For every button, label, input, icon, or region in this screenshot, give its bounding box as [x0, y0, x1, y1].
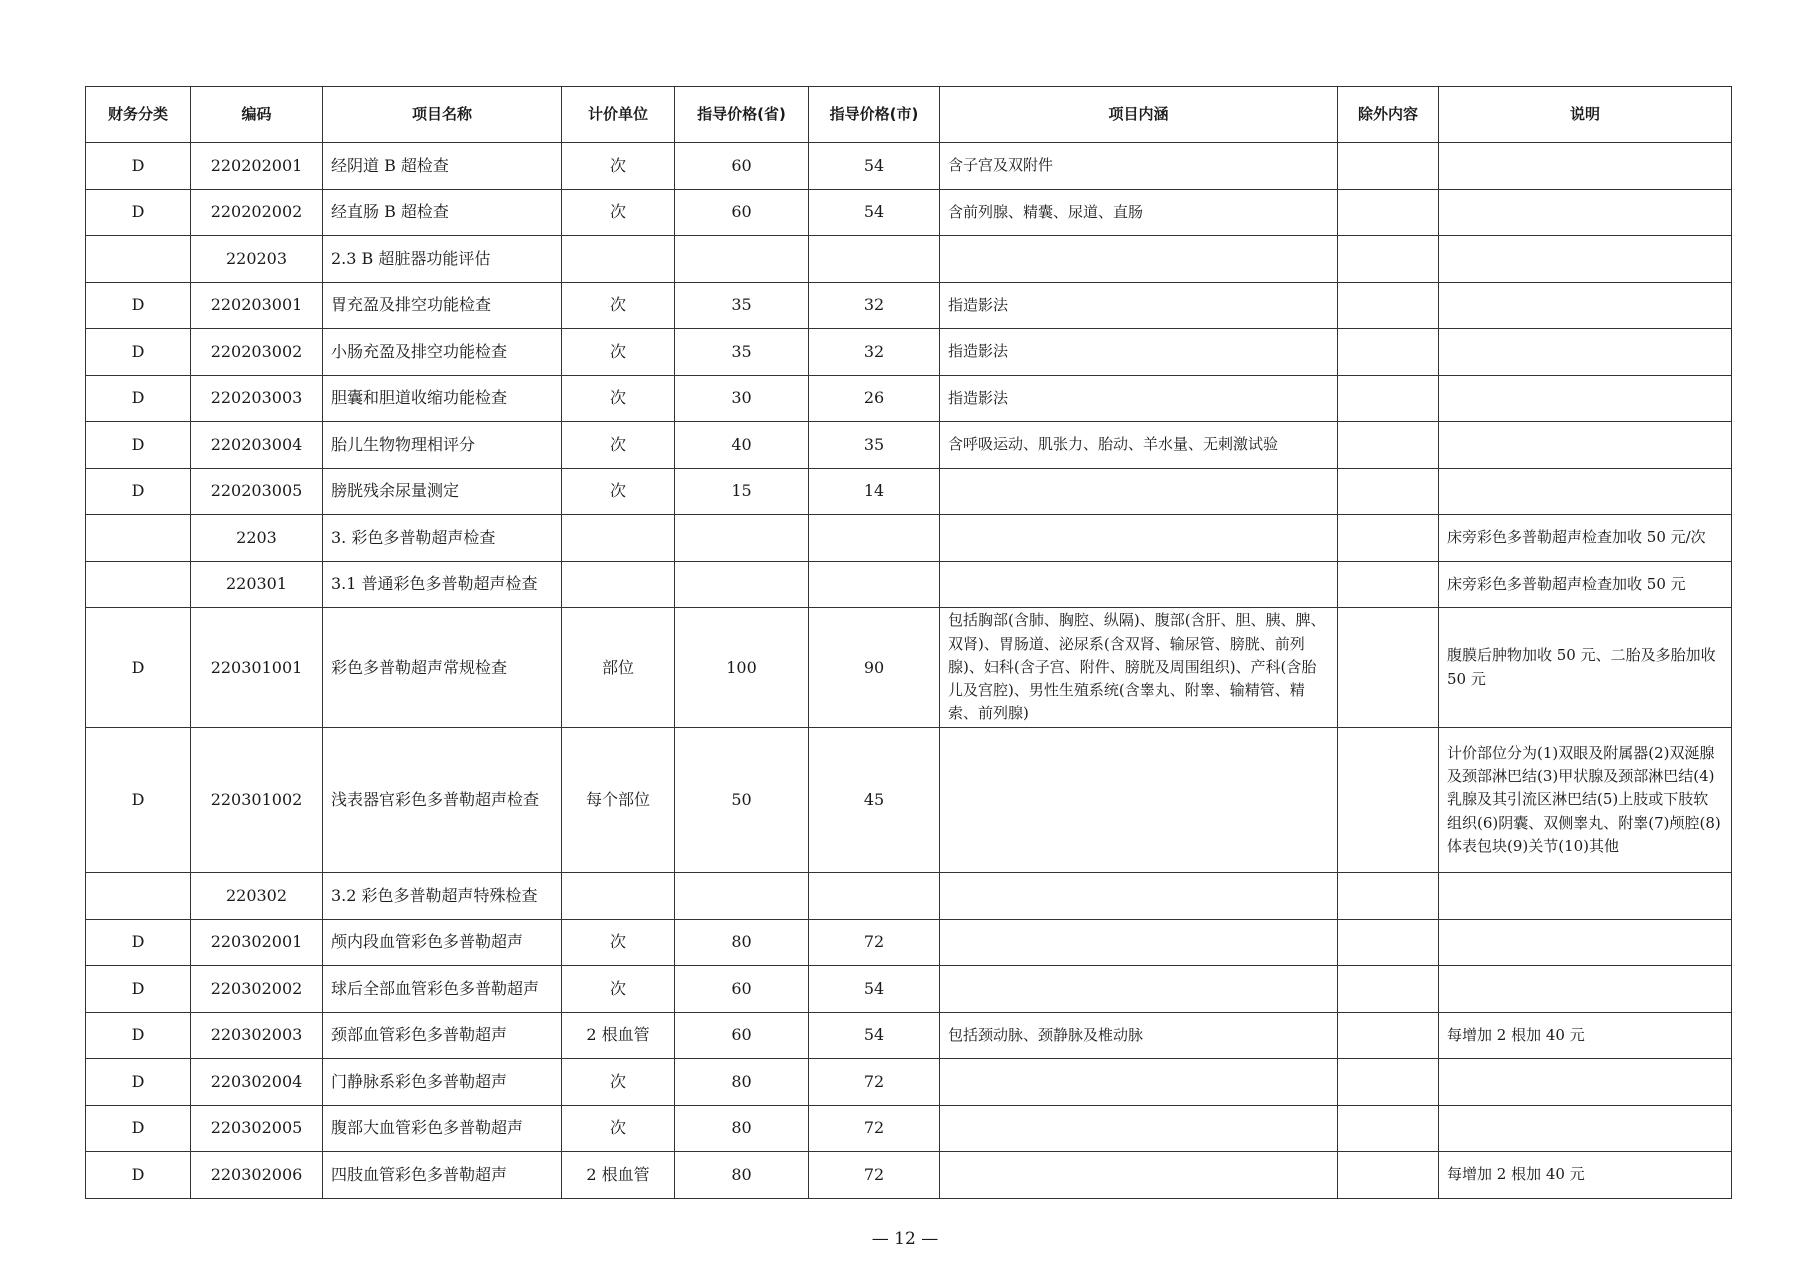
cell-content: [940, 561, 1338, 608]
cell-price-city: 90: [809, 608, 940, 728]
cell-price-province: [675, 515, 809, 562]
cell-price-city: 35: [809, 422, 940, 469]
cell-excluded: [1338, 468, 1439, 515]
cell-unit: [562, 561, 675, 608]
header-price-city: 指导价格(市): [809, 87, 940, 143]
cell-item-name: 胎儿生物物理相评分: [323, 422, 562, 469]
cell-content: [940, 873, 1338, 920]
cell-content: [940, 468, 1338, 515]
cell-note: [1439, 189, 1732, 236]
cell-code: 220203002: [191, 329, 323, 376]
cell-note: [1439, 1105, 1732, 1152]
header-note: 说明: [1439, 87, 1732, 143]
cell-excluded: [1338, 561, 1439, 608]
table-row: [86, 966, 1732, 1013]
cell-code: 220203004: [191, 422, 323, 469]
cell-item-name: 浅表器官彩色多普勒超声检查: [323, 728, 562, 873]
page-number: — 12 —: [871, 1229, 939, 1249]
header-item-name: 项目名称: [323, 87, 562, 143]
cell-price-city: 54: [809, 189, 940, 236]
cell-price-province: 80: [675, 1152, 809, 1199]
cell-category: D: [86, 1012, 191, 1059]
cell-category: [86, 515, 191, 562]
cell-item-name: 颅内段血管彩色多普勒超声: [323, 919, 562, 966]
cell-content: [940, 1059, 1338, 1106]
cell-price-province: 60: [675, 189, 809, 236]
cell-excluded: [1338, 515, 1439, 562]
cell-note: [1439, 282, 1732, 329]
cell-excluded: [1338, 236, 1439, 283]
cell-note: [1439, 143, 1732, 190]
cell-excluded: [1338, 329, 1439, 376]
cell-content: 指造影法: [940, 282, 1338, 329]
cell-price-province: 50: [675, 728, 809, 873]
cell-item-name: 经阴道 B 超检查: [323, 143, 562, 190]
table-row: [86, 236, 1732, 283]
cell-price-province: 80: [675, 1105, 809, 1152]
cell-category: D: [86, 966, 191, 1013]
cell-category: [86, 236, 191, 283]
cell-price-city: 72: [809, 1152, 940, 1199]
cell-unit: 2 根血管: [562, 1012, 675, 1059]
table-row: [86, 561, 1732, 608]
cell-item-name: 门静脉系彩色多普勒超声: [323, 1059, 562, 1106]
cell-category: [86, 561, 191, 608]
cell-unit: 次: [562, 422, 675, 469]
cell-content: [940, 728, 1338, 873]
cell-note: 计价部位分为(1)双眼及附属器(2)双涎腺及颈部淋巴结(3)甲状腺及颈部淋巴结(4)乳腺及其引流区淋巴结(5)上肢或下肢软组织(6)阴囊、双侧睾丸、附睾(7)颅腔(8)体表包块(9)关节(10)其他: [1439, 728, 1732, 873]
cell-note: [1439, 375, 1732, 422]
cell-price-city: [809, 561, 940, 608]
cell-excluded: [1338, 189, 1439, 236]
cell-content: [940, 1105, 1338, 1152]
table-row: [86, 728, 1732, 873]
cell-item-name: 彩色多普勒超声常规检查: [323, 608, 562, 728]
cell-category: D: [86, 1152, 191, 1199]
cell-content: 指造影法: [940, 329, 1338, 376]
cell-unit: 次: [562, 282, 675, 329]
cell-note: 每增加 2 根加 40 元: [1439, 1152, 1732, 1199]
cell-excluded: [1338, 919, 1439, 966]
cell-content: 包括颈动脉、颈静脉及椎动脉: [940, 1012, 1338, 1059]
cell-excluded: [1338, 282, 1439, 329]
table-row: [86, 468, 1732, 515]
table-row: [86, 1105, 1732, 1152]
cell-excluded: [1338, 728, 1439, 873]
cell-category: D: [86, 468, 191, 515]
cell-note: [1439, 966, 1732, 1013]
table-row: [86, 608, 1732, 728]
cell-content: 指造影法: [940, 375, 1338, 422]
cell-content: 含呼吸运动、肌张力、胎动、羊水量、无刺激试验: [940, 422, 1338, 469]
cell-note: [1439, 329, 1732, 376]
cell-note: [1439, 468, 1732, 515]
cell-item-name: 3.1 普通彩色多普勒超声检查: [323, 561, 562, 608]
cell-price-province: 60: [675, 143, 809, 190]
cell-price-city: 32: [809, 282, 940, 329]
cell-category: D: [86, 919, 191, 966]
cell-price-province: 80: [675, 919, 809, 966]
cell-item-name: 颈部血管彩色多普勒超声: [323, 1012, 562, 1059]
cell-code: 220202002: [191, 189, 323, 236]
cell-excluded: [1338, 375, 1439, 422]
table-row: [86, 515, 1732, 562]
cell-category: D: [86, 143, 191, 190]
cell-unit: 部位: [562, 608, 675, 728]
cell-excluded: [1338, 422, 1439, 469]
header-unit: 计价单位: [562, 87, 675, 143]
cell-item-name: 2.3 B 超脏器功能评估: [323, 236, 562, 283]
cell-category: D: [86, 728, 191, 873]
cell-code: 220202001: [191, 143, 323, 190]
table-body: [86, 143, 1732, 1199]
cell-code: 220302001: [191, 919, 323, 966]
cell-price-province: 40: [675, 422, 809, 469]
cell-unit: 次: [562, 468, 675, 515]
cell-code: 220203: [191, 236, 323, 283]
cell-note: [1439, 919, 1732, 966]
cell-item-name: 四肢血管彩色多普勒超声: [323, 1152, 562, 1199]
table-row: [86, 1012, 1732, 1059]
header-content: 项目内涵: [940, 87, 1338, 143]
cell-excluded: [1338, 966, 1439, 1013]
cell-price-province: 100: [675, 608, 809, 728]
table-row: [86, 375, 1732, 422]
cell-note: 每增加 2 根加 40 元: [1439, 1012, 1732, 1059]
cell-excluded: [1338, 1012, 1439, 1059]
header-code: 编码: [191, 87, 323, 143]
cell-item-name: 小肠充盈及排空功能检查: [323, 329, 562, 376]
header-excluded: 除外内容: [1338, 87, 1439, 143]
cell-price-city: 54: [809, 143, 940, 190]
cell-item-name: 3. 彩色多普勒超声检查: [323, 515, 562, 562]
cell-unit: 次: [562, 1059, 675, 1106]
cell-category: D: [86, 1059, 191, 1106]
cell-note: [1439, 1059, 1732, 1106]
cell-note: 床旁彩色多普勒超声检查加收 50 元/次: [1439, 515, 1732, 562]
cell-note: 床旁彩色多普勒超声检查加收 50 元: [1439, 561, 1732, 608]
table-row: [86, 189, 1732, 236]
cell-price-city: 72: [809, 1105, 940, 1152]
cell-price-province: 35: [675, 282, 809, 329]
cell-excluded: [1338, 1105, 1439, 1152]
cell-price-province: 35: [675, 329, 809, 376]
cell-unit: 次: [562, 329, 675, 376]
cell-unit: [562, 873, 675, 920]
cell-excluded: [1338, 1059, 1439, 1106]
cell-content: [940, 515, 1338, 562]
cell-unit: [562, 515, 675, 562]
cell-code: 220203005: [191, 468, 323, 515]
cell-category: D: [86, 282, 191, 329]
cell-category: D: [86, 1105, 191, 1152]
cell-code: 220302004: [191, 1059, 323, 1106]
cell-code: 220203001: [191, 282, 323, 329]
cell-unit: 次: [562, 143, 675, 190]
cell-unit: 次: [562, 919, 675, 966]
cell-content: [940, 1152, 1338, 1199]
cell-excluded: [1338, 873, 1439, 920]
cell-code: 220302002: [191, 966, 323, 1013]
cell-price-province: [675, 561, 809, 608]
table-row: [86, 143, 1732, 190]
cell-price-city: 72: [809, 919, 940, 966]
cell-unit: 次: [562, 375, 675, 422]
cell-item-name: 胆囊和胆道收缩功能检查: [323, 375, 562, 422]
cell-code: 220302003: [191, 1012, 323, 1059]
cell-excluded: [1338, 143, 1439, 190]
cell-price-province: 30: [675, 375, 809, 422]
table-row: [86, 919, 1732, 966]
cell-price-city: 45: [809, 728, 940, 873]
cell-unit: 次: [562, 1105, 675, 1152]
cell-price-city: 72: [809, 1059, 940, 1106]
cell-item-name: 3.2 彩色多普勒超声特殊检查: [323, 873, 562, 920]
table-row: [86, 1059, 1732, 1106]
header-category: 财务分类: [86, 87, 191, 143]
cell-price-city: [809, 515, 940, 562]
cell-price-province: 60: [675, 1012, 809, 1059]
cell-code: 2203: [191, 515, 323, 562]
cell-price-city: 54: [809, 1012, 940, 1059]
cell-content: [940, 966, 1338, 1013]
cell-price-province: 60: [675, 966, 809, 1013]
table-row: [86, 282, 1732, 329]
cell-content: 含前列腺、精囊、尿道、直肠: [940, 189, 1338, 236]
table-row: [86, 873, 1732, 920]
cell-note: 腹膜后肿物加收 50 元、二胎及多胎加收 50 元: [1439, 608, 1732, 728]
cell-price-city: [809, 236, 940, 283]
cell-unit: 次: [562, 966, 675, 1013]
cell-code: 220301002: [191, 728, 323, 873]
cell-price-province: [675, 236, 809, 283]
cell-note: [1439, 873, 1732, 920]
cell-content: 含子宫及双附件: [940, 143, 1338, 190]
cell-item-name: 胃充盈及排空功能检查: [323, 282, 562, 329]
cell-code: 220302005: [191, 1105, 323, 1152]
cell-category: D: [86, 375, 191, 422]
table-row: [86, 1152, 1732, 1199]
cell-code: 220302: [191, 873, 323, 920]
price-table: [85, 86, 1732, 1199]
cell-item-name: 球后全部血管彩色多普勒超声: [323, 966, 562, 1013]
cell-unit: [562, 236, 675, 283]
cell-note: [1439, 236, 1732, 283]
cell-content: 包括胸部(含肺、胸腔、纵隔)、腹部(含肝、胆、胰、脾、双肾)、胃肠道、泌尿系(含双肾、输尿管、膀胱、前列腺)、妇科(含子宫、附件、膀胱及周围组织)、产科(含胎儿及宫腔)、男性生殖系统(含睾丸、附睾、输精管、精索、前列腺): [940, 608, 1338, 728]
table-row: [86, 329, 1732, 376]
cell-category: [86, 873, 191, 920]
cell-category: D: [86, 422, 191, 469]
cell-price-city: 54: [809, 966, 940, 1013]
cell-excluded: [1338, 608, 1439, 728]
cell-price-city: 14: [809, 468, 940, 515]
cell-code: 220203003: [191, 375, 323, 422]
cell-price-city: [809, 873, 940, 920]
table-header: [86, 87, 1732, 143]
cell-code: 220301: [191, 561, 323, 608]
header-row: [86, 87, 1732, 143]
cell-price-province: [675, 873, 809, 920]
cell-code: 220302006: [191, 1152, 323, 1199]
cell-note: [1439, 422, 1732, 469]
cell-price-province: 80: [675, 1059, 809, 1106]
cell-price-city: 26: [809, 375, 940, 422]
cell-price-city: 32: [809, 329, 940, 376]
cell-unit: 次: [562, 189, 675, 236]
cell-item-name: 膀胱残余尿量测定: [323, 468, 562, 515]
cell-item-name: 腹部大血管彩色多普勒超声: [323, 1105, 562, 1152]
cell-unit: 2 根血管: [562, 1152, 675, 1199]
cell-item-name: 经直肠 B 超检查: [323, 189, 562, 236]
cell-category: D: [86, 189, 191, 236]
cell-content: [940, 919, 1338, 966]
cell-code: 220301001: [191, 608, 323, 728]
cell-excluded: [1338, 1152, 1439, 1199]
cell-category: D: [86, 329, 191, 376]
cell-price-province: 15: [675, 468, 809, 515]
header-price-province: 指导价格(省): [675, 87, 809, 143]
cell-content: [940, 236, 1338, 283]
cell-category: D: [86, 608, 191, 728]
cell-unit: 每个部位: [562, 728, 675, 873]
table-row: [86, 422, 1732, 469]
